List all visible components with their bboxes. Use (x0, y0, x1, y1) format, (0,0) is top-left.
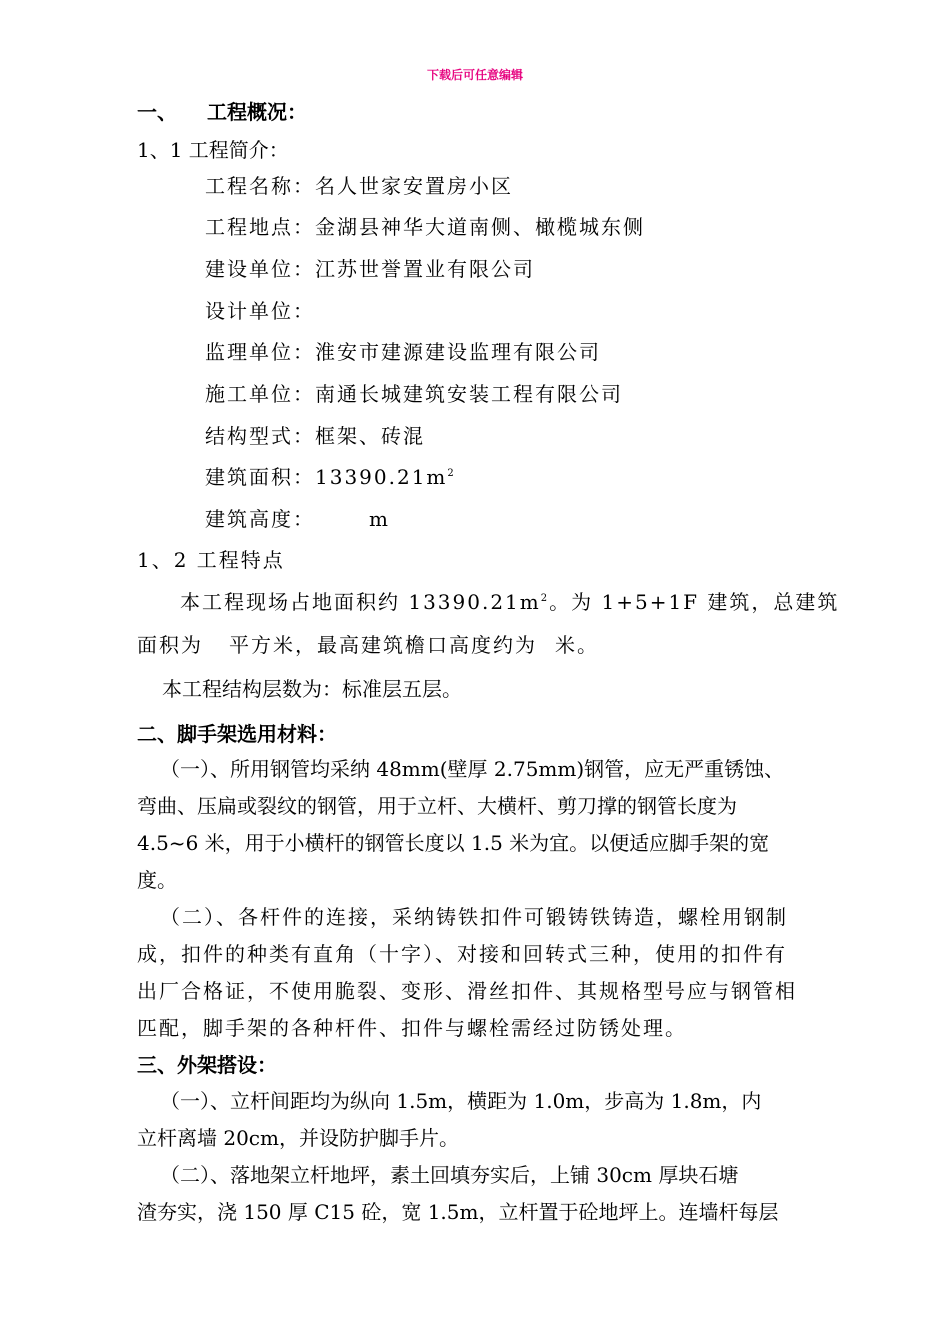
section3-heading: 三、外架搭设： (137, 1053, 277, 1077)
field-value: 名人世家安置房小区 (315, 174, 513, 198)
field-label: 工程地点： (205, 215, 315, 239)
section3-line: （一）、立杆间距均为纵向 1.5m，横距为 1.0m，步高为 1.8m，内 (160, 1089, 762, 1113)
section2-heading: 二、脚手架选用材料： (137, 722, 337, 746)
section3-line: （二）、落地架立杆地坪，素土回填夯实后，上铺 30cm 厚块石塘 (160, 1163, 739, 1187)
paragraph-layers: 本工程结构层数为：标准层五层。 (162, 677, 462, 701)
field-label: 监理单位： (205, 340, 315, 364)
field-label: 建筑面积： (205, 465, 315, 489)
field-designer (205, 299, 315, 323)
paragraph-text: 平方米，最高建筑檐口高度约为 (229, 633, 537, 657)
field-label: 结构型式： (205, 424, 315, 448)
section2-line: 匹配，脚手架的各种杆件、扣件与螺栓需经过防锈处理。 (137, 1016, 687, 1040)
section2-line: 出厂合格证，不使用脆裂、变形、滑丝扣件、其规格型号应与钢管相 (137, 979, 797, 1003)
field-label: 建设单位： (205, 257, 315, 281)
paragraph-text: 面积为 (137, 633, 203, 657)
paragraph-text: 米。 (555, 633, 599, 657)
section2-line: （一）、所用钢管均采纳 48mm(壁厚 2.75mm)钢管，应无严重锈蚀、 (160, 757, 785, 781)
field-label: 设计单位： (205, 299, 315, 323)
section2-line: 弯曲、压扁或裂纹的钢管，用于立杆、大横杆、剪刀撑的钢管长度为 (137, 794, 737, 818)
field-label: 工程名称： (205, 174, 315, 198)
paragraph-superscript: 2 (540, 593, 550, 604)
section2-line: （二）、各杆件的连接，采纳铸铁扣件可锻铸铁铸造，螺栓用钢制 (160, 905, 788, 929)
field-label: 施工单位： (205, 382, 315, 406)
section3-line: 渣夯实，浇 150 厚 C15 砼，宽 1.5m，立杆置于砼地坪上。连墙杆每层 (137, 1200, 779, 1224)
field-value: 13390.21m (315, 465, 448, 489)
field-value: 江苏世誉置业有限公司 (315, 257, 535, 281)
field-value: 淮安市建源建设监理有限公司 (315, 340, 601, 364)
section1-heading-title: 工程概况： (207, 100, 307, 124)
field-value: 框架、砖混 (315, 424, 425, 448)
paragraph-features (180, 590, 839, 614)
field-building-height (205, 507, 390, 531)
field-structure (205, 424, 425, 448)
section2-line: 度。 (137, 868, 177, 892)
paragraph-text: 。为 1+5+1F 建筑，总建筑 (549, 590, 840, 614)
watermark-text: 下载后可任意编辑 (426, 68, 523, 82)
field-contractor (205, 382, 623, 406)
field-superscript: 2 (447, 468, 456, 479)
section3-line: 立杆离墙 20cm，并设防护脚手片。 (137, 1126, 459, 1150)
field-label: 建筑高度： (205, 507, 315, 531)
field-floor-area (205, 465, 456, 489)
field-owner (205, 257, 535, 281)
field-value: 金湖县神华大道南侧、橄榄城东侧 (315, 215, 645, 239)
section1-heading-num: 一、 (137, 100, 177, 124)
subsection-1-2: 1、2 工程特点 (137, 548, 285, 572)
section2-line: 4.5~6 米，用于小横杆的钢管长度以 1.5 米为宜。以便适应脚手架的宽 (137, 831, 770, 855)
field-value: m (369, 507, 390, 531)
subsection-1-1: 1、1 工程简介： (137, 138, 289, 162)
paragraph-text: 本工程现场占地面积约 13390.21m (180, 590, 541, 614)
field-project-location (205, 215, 645, 239)
section1-heading (137, 100, 307, 124)
field-supervisor (205, 340, 601, 364)
section2-line: 成，扣件的种类有直角（十字）、对接和回转式三种，使用的扣件有 (137, 942, 787, 966)
field-value: 南通长城建筑安装工程有限公司 (315, 382, 623, 406)
field-project-name (205, 174, 513, 198)
paragraph-features-cont (137, 633, 599, 657)
